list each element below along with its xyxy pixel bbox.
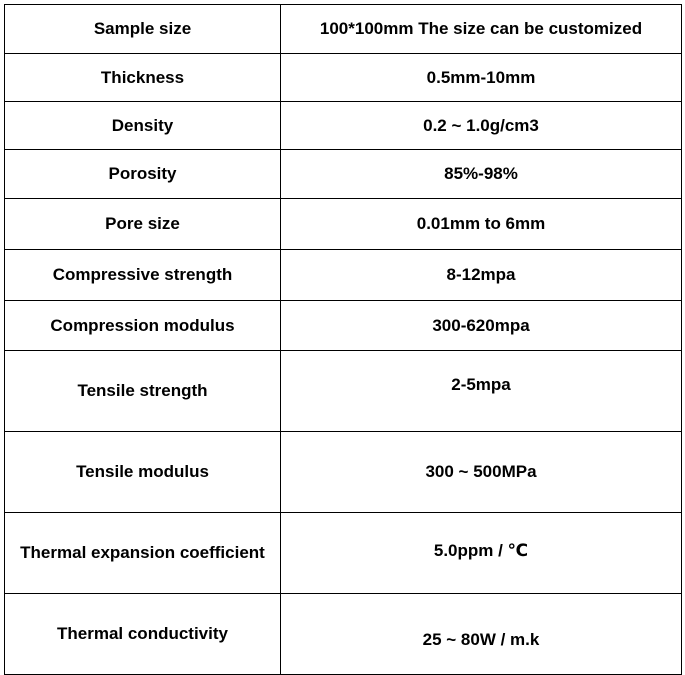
property-value-text: 25 ~ 80W / m.k [422,630,540,649]
property-label-text: Tensile strength [77,381,208,400]
property-value [281,513,682,594]
property-value [281,54,682,102]
property-label [5,301,281,351]
property-label [5,432,281,513]
property-value-text: 0.2 ~ 1.0g/cm3 [423,115,539,135]
property-label-text: Compression modulus [50,315,235,335]
property-label-text: Thickness [100,67,185,87]
property-value-text: 8-12mpa [446,265,516,284]
table-row [5,102,682,150]
property-value-text: 85%-98% [444,164,518,183]
property-label [5,199,281,250]
property-label-text: Sample size [93,19,192,38]
table-row [5,54,682,102]
property-label-text: Thermal expansion coefficient [20,543,265,562]
table-row [5,199,682,250]
table-row [5,594,682,675]
table-row [5,5,682,54]
property-label-text: Thermal conductivity [57,624,228,643]
property-value-text: 5.0ppm / ℃ [433,541,529,560]
table-row [5,351,682,432]
property-value-text: 300-620mpa [432,315,530,335]
property-label-text: Tensile modulus [76,462,209,481]
property-label-text: Porosity [108,164,177,183]
property-value-text: 0.01mm to 6mm [416,214,546,233]
property-value [281,351,682,432]
property-value [281,250,682,301]
property-label [5,513,281,594]
property-value [281,199,682,250]
property-label [5,351,281,432]
property-value-text: 2-5mpa [451,375,511,394]
property-value [281,102,682,150]
property-label [5,54,281,102]
property-label-text: Compressive strength [52,265,233,284]
property-label-text: Pore size [105,214,180,233]
property-label [5,594,281,675]
property-label [5,102,281,150]
spec-table [4,4,682,675]
property-value-text: 0.5mm-10mm [426,67,536,87]
table-row [5,513,682,594]
table-row [5,301,682,351]
property-label-text: Density [111,115,174,135]
property-value [281,594,682,675]
property-label [5,150,281,199]
property-label [5,5,281,54]
property-value-text: 100*100mm The size can be customized [319,19,643,38]
table-row [5,250,682,301]
table-row [5,150,682,199]
property-value [281,301,682,351]
property-value [281,5,682,54]
property-value [281,150,682,199]
property-value [281,432,682,513]
property-label [5,250,281,301]
property-value-text: 300 ~ 500MPa [425,462,537,481]
table-row [5,432,682,513]
